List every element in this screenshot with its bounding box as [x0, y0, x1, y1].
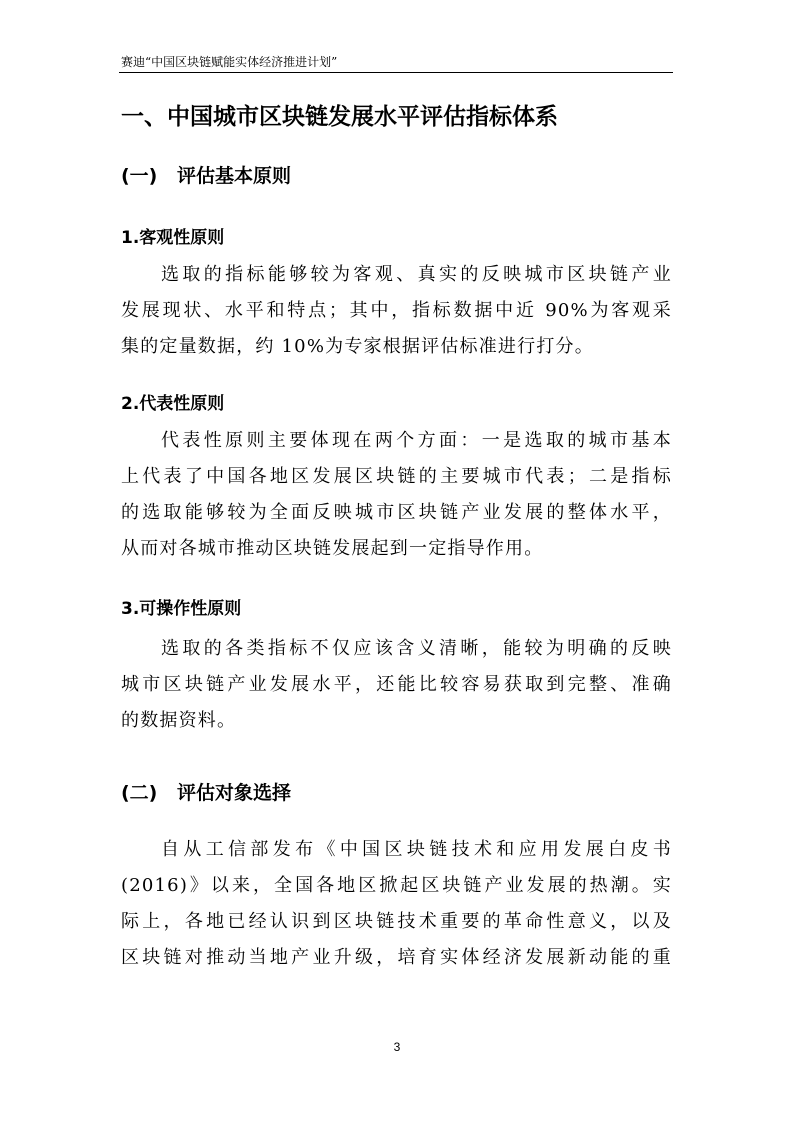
- subsection-heading-operability: 3.可操作性原则: [121, 599, 242, 619]
- text-line: 从而对各城市推动区块链发展起到一定指导作用。: [121, 538, 544, 559]
- paragraph-operability: [121, 631, 672, 739]
- text-line: 上代表了中国各地区发展区块链的主要城市代表；二是指标: [121, 466, 672, 487]
- section-title-1: 评估基本原则: [177, 165, 292, 187]
- section-heading-1: [121, 162, 291, 190]
- header-rule: [119, 72, 673, 73]
- text-line: 自从工信部发布《中国区块链技术和应用发展白皮书: [161, 839, 672, 860]
- paragraph-objectivity: [121, 257, 672, 365]
- text-line: 选取的各类指标不仅应该含义清晰，能较为明确的反映: [161, 638, 672, 659]
- chapter-title: 一、中国城市区块链发展水平评估指标体系: [121, 104, 558, 130]
- subsection-heading-objectivity: 1.客观性原则: [121, 228, 225, 248]
- subsection-heading-representativeness: 2.代表性原则: [121, 394, 225, 414]
- paragraph-representativeness: [121, 423, 672, 567]
- page-number: 3: [393, 1040, 401, 1054]
- text-line: (2016)》以来，全国各地区掀起区块链产业发展的热潮。实: [121, 875, 672, 896]
- text-line: 城市区块链产业发展水平，还能比较容易获取到完整、准确: [121, 674, 672, 695]
- section-heading-2: [121, 779, 291, 807]
- running-header: 赛迪“中国区块链赋能实体经济推进计划”: [121, 55, 338, 69]
- section-number-1: (一): [121, 165, 158, 187]
- text-line: 际上，各地已经认识到区块链技术重要的革命性意义，以及: [121, 911, 672, 932]
- text-line: 发展现状、水平和特点；其中，指标数据中近 90%为客观采: [121, 300, 672, 321]
- text-line: 的数据资料。: [121, 710, 237, 731]
- text-line: 的选取能够较为全面反映城市区块链产业发展的整体水平，: [121, 502, 672, 523]
- paragraph-evaluation-objects: [121, 832, 672, 976]
- section-number-2: (二): [121, 782, 158, 804]
- text-line: 区块链对推动当地产业升级，培育实体经济发展新动能的重: [121, 947, 672, 968]
- section-title-2: 评估对象选择: [177, 782, 292, 804]
- text-line: 选取的指标能够较为客观、真实的反映城市区块链产业: [161, 264, 672, 285]
- text-line: 代表性原则主要体现在两个方面：一是选取的城市基本: [161, 430, 672, 451]
- text-line: 集的定量数据，约 10%为专家根据评估标准进行打分。: [121, 336, 594, 357]
